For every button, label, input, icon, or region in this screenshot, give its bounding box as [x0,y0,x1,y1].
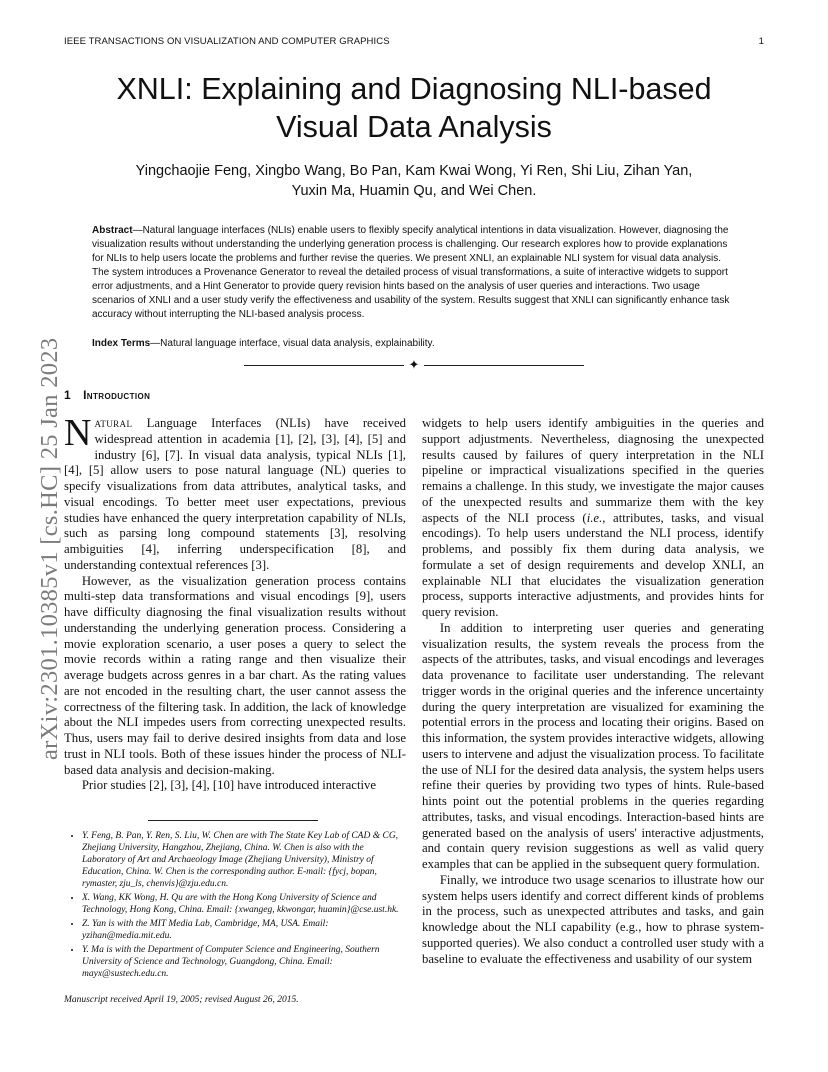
paragraph-text: Language Interfaces (NLIs) have received widespread attention in academia [1], [2], [3], [4], [5] and industry [6], [7]. In visual data analysis, typical NLIs [1], [4], [5] allow users to pose natural language (NL) queries to specify visualizations from data attributes, analytical tasks, and visual encodings. To better meet user expectations, previous studies have enhanced the query interpretation capability of NLIs, such as parsing long compound statements [3], resolving ambiguities [4], inferring underspecification [8], and understanding contextual references [3]. [64,416,406,572]
diamond-icon: ✦ [408,357,420,372]
footnote-rule [148,820,318,821]
authors-line-1: Yingchaojie Feng, Xingbo Wang, Bo Pan, Kam Kwai Wong, Yi Ren, Shi Liu, Zihan Yan, [135,163,693,179]
paragraph-text: , attributes, tasks, and visual encodings). To help users understand the NLI process, identify problems, and possibly fix them during data analysis, we formulate a set of design requirements and develop XNLI, an explainable NLI that elucidates the visualization generation process, supports interactive adjustments, and provides hints for query revision. [422,510,764,619]
author-list [100,162,728,201]
section-title: Introduction [83,388,151,402]
italic-ie: i.e. [586,510,603,525]
drop-cap: N [64,412,92,454]
abstract-text: —Natural language interfaces (NLIs) enable users to flexibly specify analytical intentions in data visualization. However, diagnosing the visualization results without understanding the underlying generation process is challenging. Our research explores how to provide explanations for NLIs to help users locate the problems and further revise the queries. We present XNLI, an explainable NLI system for visual data analysis. The system introduces a Provenance Generator to reveal the detailed process of visual transformations, a suite of interactive widgets to support error adjustments, and a Hint Generator to provide query revision hints based on the analysis of user queries and interactions. Two usage scenarios of XNLI and a user study verify the effectiveness and usability of the system. Results suggest that XNLI can significantly enhance task accuracy without interrupting the NLI-based analysis process. [92,225,730,320]
arxiv-stamp: arXiv:2301.10385v1 [cs.HC] 25 Jan 2023 [36,337,63,760]
section-separator [244,358,584,372]
paragraph [64,412,406,574]
left-column [64,412,406,794]
footnotes [64,830,406,982]
paper-title [60,70,768,146]
title-line-1: XNLI: Explaining and Diagnosing NLI-based [116,72,712,106]
index-terms-text: —Natural language interface, visual data analysis, explainability. [150,338,435,349]
footnote-item: • Y. Feng, B. Pan, Y. Ren, S. Liu, W. Chen are with The State Key Lab of CAD & CG, Zhejiang University, Hangzhou, Zhejiang, China. W. Chen is also with the Laboratory of Art and Archaeology Image (Zhejiang University), Ministry of Education, China. W. Chen is the corresponding author. E-mail: {fycj, bopan, rymaster, zju_ls, chenvis}@zju.edu.cn. [82,830,406,890]
right-column [422,416,764,967]
smallcaps-word: atural [94,416,133,430]
page-number: 1 [758,36,764,47]
paragraph: In addition to interpreting user queries and generating visualization results, the system reveals the process from the aspects of the attributes, tasks, and visual encodings and leverages data provenance to facilitate user understanding. The relevant trigger words in the original queries and the inference uncertainty during the query interpretation are visualized for examining the potential errors in the process and locating their origins. Based on this information, the system provides interactive widgets, allowing users to intervene and adjust the visualization process. To facilitate the use of NLI for the desired data analysis, the system helps users refine their queries by providing two types of hints. Rule-based hints point out the potential problems in the queries regarding attributes, tasks, and visual encodings. Interaction-based hints are generated based on the analysis of users' interactive adjustments, and contain query revision suggestions as well as valid query examples that can be applied in the subsequent query formulation. [422,620,764,871]
footnote-item: • X. Wang, KK Wong, H. Qu are with the Hong Kong University of Science and Technology, Hong Kong, China. Email: {xwangeg, kkwongar, huamin}@cse.ust.hk. [82,892,406,916]
abstract-label: Abstract [92,225,133,236]
paragraph-text: widgets to help users identify ambiguities in the queries and support adjustments. Nevertheless, diagnosing the unexpected results caused by failures of query interpretation in the NLI pipeline or impractical visualizations specified in the queries remains a challenge. In this study, we investigate the major causes of the unexpected results and summarize them with the key aspects of the NLI process ( [422,416,764,525]
footnote-item: • Y. Ma is with the Department of Computer Science and Engineering, Southern University of Science and Technology, Guangdong, China. Email: mayx@sustech.edu.cn. [82,944,406,980]
abstract [92,224,738,322]
separator-line-right [424,365,584,366]
separator-line-left [244,365,404,366]
paragraph: Prior studies [2], [3], [4], [10] have introduced interactive [81,778,377,793]
index-terms-label: Index Terms [92,338,151,349]
paragraph: Finally, we introduce two usage scenarios to illustrate how our system helps users identify and correct different kinds of problems in the process, such as unexpected attributes and tasks, and gain knowledge about the NLI capability (e.g., how to phrase system-supported queries). We also conduct a controlled user study with a baseline to evaluate the effectiveness and usability of our system [422,872,764,966]
footnote-item: • Z. Yan is with the MIT Media Lab, Cambridge, MA, USA. Email: yzihan@media.mit.edu. [82,918,406,942]
running-header [64,36,764,50]
section-number: 1 [64,388,72,402]
title-line-2: Visual Data Analysis [276,110,552,144]
authors-line-2: Yuxin Ma, Huamin Qu, and Wei Chen. [291,182,537,199]
paragraph [422,416,764,621]
section-heading [64,388,150,402]
paragraph: However, as the visualization generation process contains multi-step data transformations and visual encodings [9], users have difficulty diagnosing the final visualization results without understanding the underlying generation process. Considering a movie exploration scenario, a user poses a query to select the movie records within a rating range and then visualize their average budgets across genres in a bar chart. As the rating values are not encoded in the resulting chart, the user cannot assess the correctness of the filtering task. In addition, the lack of knowledge about the NLI impedes users from correcting unexpected results. Thus, users may fail to derive desired insights from data and lose trust in NLI tools. Both of these issues hinder the process of NLI-based data analysis and decision-making. [64,573,406,777]
index-terms [92,337,738,351]
journal-name: IEEE TRANSACTIONS ON VISUALIZATION AND COMPUTER GRAPHICS [64,36,390,47]
manuscript-note: Manuscript received April 19, 2005; revised August 26, 2015. [64,995,299,1005]
